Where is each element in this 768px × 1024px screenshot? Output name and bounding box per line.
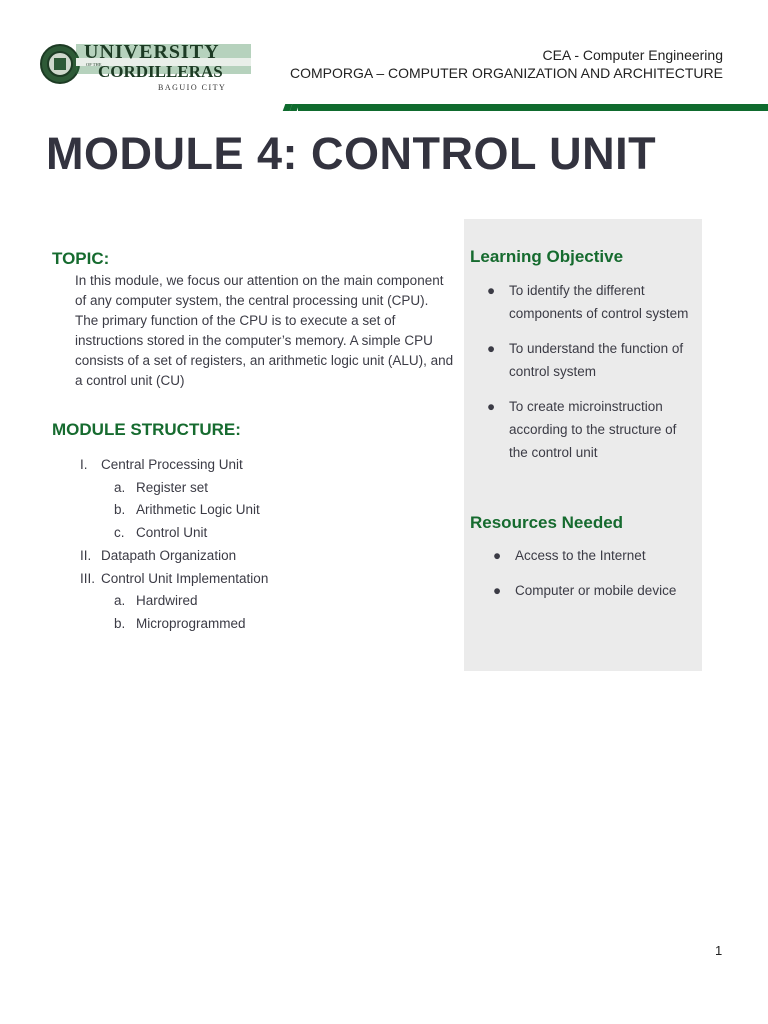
topic-body: In this module, we focus our attention on the main component of any computer system, the central processing unit (CPU). The primary function of the CPU is to execute a set of instructions stored in the computer’s memory. A simple CPU consists of a set of registers, an arithmetic logic unit (ALU), and a control unit (CU) bbox=[75, 273, 454, 388]
page-number: 1 bbox=[715, 943, 723, 958]
svg-text:OF THE: OF THE bbox=[86, 62, 102, 67]
department-label: CEA - Computer Engineering bbox=[542, 47, 723, 63]
university-logo bbox=[40, 34, 255, 94]
header-rule bbox=[298, 104, 768, 111]
bullet-icon: ● bbox=[487, 399, 496, 414]
resources-heading: Resources Needed bbox=[470, 513, 624, 532]
bullet-icon: ● bbox=[493, 548, 502, 563]
bullet-icon: ● bbox=[487, 341, 496, 356]
course-label: COMPORGA – COMPUTER ORGANIZATION AND ARCHITECTURE bbox=[289, 65, 723, 81]
bullet-icon: ● bbox=[487, 283, 496, 298]
topic-heading: TOPIC: bbox=[52, 249, 110, 268]
learning-objective-heading: Learning Objective bbox=[470, 247, 624, 266]
list-item: ● Access to the Internet bbox=[515, 544, 680, 567]
list-item: b. Microprogrammed bbox=[114, 615, 246, 631]
resources-list bbox=[493, 544, 680, 614]
logo-line2: CORDILLERAS bbox=[98, 62, 223, 81]
logo-line3: BAGUIO CITY bbox=[158, 83, 227, 92]
list-item: ● To understand the function of control system bbox=[509, 337, 694, 383]
list-item: III. Control Unit Implementation bbox=[80, 570, 269, 586]
university-seal-icon bbox=[40, 34, 255, 94]
page-title: MODULE 4: CONTROL UNIT bbox=[46, 128, 657, 179]
list-item: II. Datapath Organization bbox=[80, 547, 237, 563]
objectives-list bbox=[487, 279, 694, 476]
list-item: ● Computer or mobile device bbox=[515, 579, 680, 602]
list-item: a. Register set bbox=[114, 479, 209, 495]
list-item: I. Central Processing Unit bbox=[80, 457, 243, 472]
logo-line1: UNIVERSITY bbox=[84, 41, 220, 63]
module-structure-heading: MODULE STRUCTURE: bbox=[52, 420, 241, 439]
list-item: a. Hardwired bbox=[114, 593, 198, 609]
list-item: c. Control Unit bbox=[114, 525, 208, 541]
list-item: b. Arithmetic Logic Unit bbox=[114, 502, 260, 518]
module-structure-list bbox=[80, 454, 268, 636]
list-item: ● To identify the different components of control system bbox=[509, 279, 694, 325]
bullet-icon: ● bbox=[493, 583, 502, 598]
list-item: ● To create microinstruction according to the structure of the control unit bbox=[509, 395, 694, 464]
sidebar-panel bbox=[464, 219, 702, 671]
document-header bbox=[290, 46, 723, 82]
